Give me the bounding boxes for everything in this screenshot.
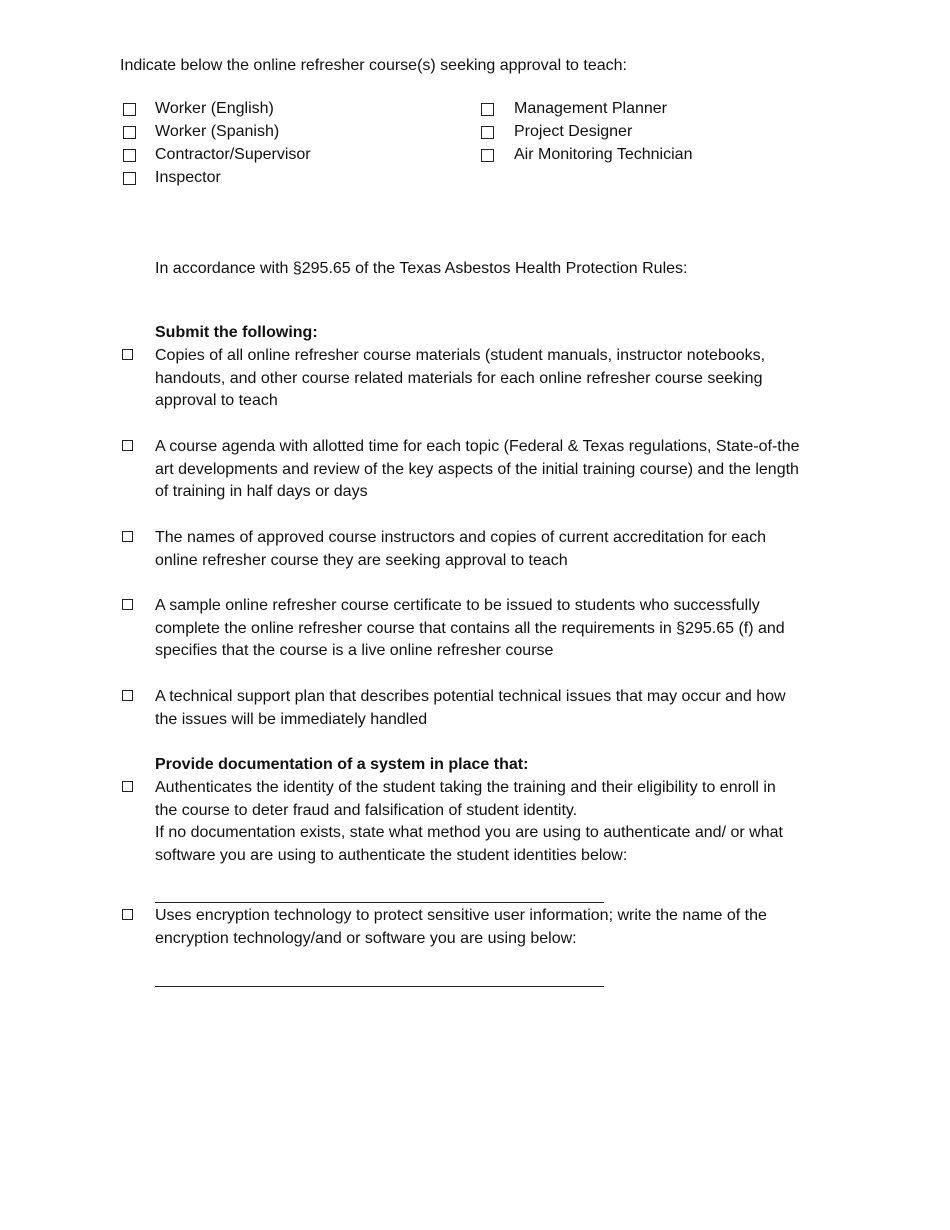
encryption-technology-answer-line[interactable] — [155, 986, 604, 987]
label-contractor-supervisor: Contractor/Supervisor — [155, 146, 311, 163]
checkbox-worker-english[interactable] — [123, 103, 136, 116]
item-sample-certificate-line: specifies that the course is a live online refresher course — [155, 642, 554, 660]
item-course-materials-line: Copies of all online refresher course materials (student manuals, instructor notebooks, — [155, 347, 766, 364]
item-sample-certificate-line: A sample online refresher course certificate to be issued to students who successfully — [155, 597, 760, 614]
checkbox-sample-certificate[interactable] — [122, 599, 133, 610]
item-encryption-technology-line: Uses encryption technology to protect sensitive user information; write the name of the — [155, 907, 767, 924]
checkbox-course-agenda[interactable] — [122, 440, 133, 451]
checkbox-worker-spanish[interactable] — [123, 126, 136, 139]
checkbox-course-materials[interactable] — [122, 349, 133, 360]
label-worker-spanish: Worker (Spanish) — [155, 123, 280, 140]
item-sample-certificate — [155, 595, 855, 663]
label-management-planner: Management Planner — [514, 100, 667, 117]
item-course-agenda — [155, 436, 855, 504]
label-inspector: Inspector — [155, 169, 221, 186]
label-project-designer: Project Designer — [514, 123, 633, 140]
checkbox-authenticates-identity[interactable] — [122, 781, 133, 792]
item-course-instructors-line: The names of approved course instructors and copies of current accreditation for each — [155, 529, 766, 546]
checkbox-technical-support-plan[interactable] — [122, 690, 133, 701]
item-authenticates-identity — [155, 777, 855, 868]
item-course-instructors — [155, 527, 855, 572]
item-technical-support-plan-line: the issues will be immediately handled — [155, 710, 428, 728]
checkbox-contractor-supervisor[interactable] — [123, 149, 136, 162]
item-authenticates-identity-line: Authenticates the identity of the student taking the training and their eligibility to enroll in — [155, 779, 776, 796]
item-technical-support-plan — [155, 686, 855, 731]
documentation-heading: Provide documentation of a system in place that: — [155, 756, 529, 773]
item-course-materials-line: approval to teach — [155, 392, 278, 410]
item-sample-certificate-line: complete the online refresher course that contains all the requirements in §295.65 (f) and — [155, 619, 785, 637]
checkbox-management-planner[interactable] — [481, 103, 494, 116]
item-course-agenda-line: art developments and review of the key aspects of the initial training course) and the length — [155, 460, 799, 478]
item-encryption-technology-line: encryption technology/and or software you are using below: — [155, 929, 577, 947]
intro-text: Indicate below the online refresher course(s) seeking approval to teach: — [120, 57, 627, 74]
item-course-materials — [155, 345, 855, 413]
checkbox-course-instructors[interactable] — [122, 531, 133, 542]
checkbox-inspector[interactable] — [123, 172, 136, 185]
accordance-text: In accordance with §295.65 of the Texas Asbestos Health Protection Rules: — [155, 260, 688, 277]
submit-heading: Submit the following: — [155, 324, 318, 341]
item-course-agenda-line: of training in half days or days — [155, 483, 368, 501]
item-authenticates-identity-line: software you are using to authenticate the student identities below: — [155, 847, 628, 865]
label-air-monitoring-technician: Air Monitoring Technician — [514, 146, 693, 163]
item-course-materials-line: handouts, and other course related materials for each online refresher course seeking — [155, 369, 763, 387]
checkbox-project-designer[interactable] — [481, 126, 494, 139]
checkbox-encryption-technology[interactable] — [122, 909, 133, 920]
authentication-method-answer-line[interactable] — [155, 902, 604, 903]
item-encryption-technology — [155, 905, 855, 950]
item-authenticates-identity-line: If no documentation exists, state what method you are using to authenticate and/ or what — [155, 824, 783, 842]
item-authenticates-identity-line: the course to deter fraud and falsification of student identity. — [155, 801, 578, 819]
label-worker-english: Worker (English) — [155, 100, 274, 117]
item-course-agenda-line: A course agenda with allotted time for each topic (Federal & Texas regulations, State-of-the — [155, 438, 800, 455]
item-course-instructors-line: online refresher course they are seeking approval to teach — [155, 551, 568, 569]
checkbox-air-monitoring-technician[interactable] — [481, 149, 494, 162]
item-technical-support-plan-line: A technical support plan that describes potential technical issues that may occur and how — [155, 688, 786, 705]
